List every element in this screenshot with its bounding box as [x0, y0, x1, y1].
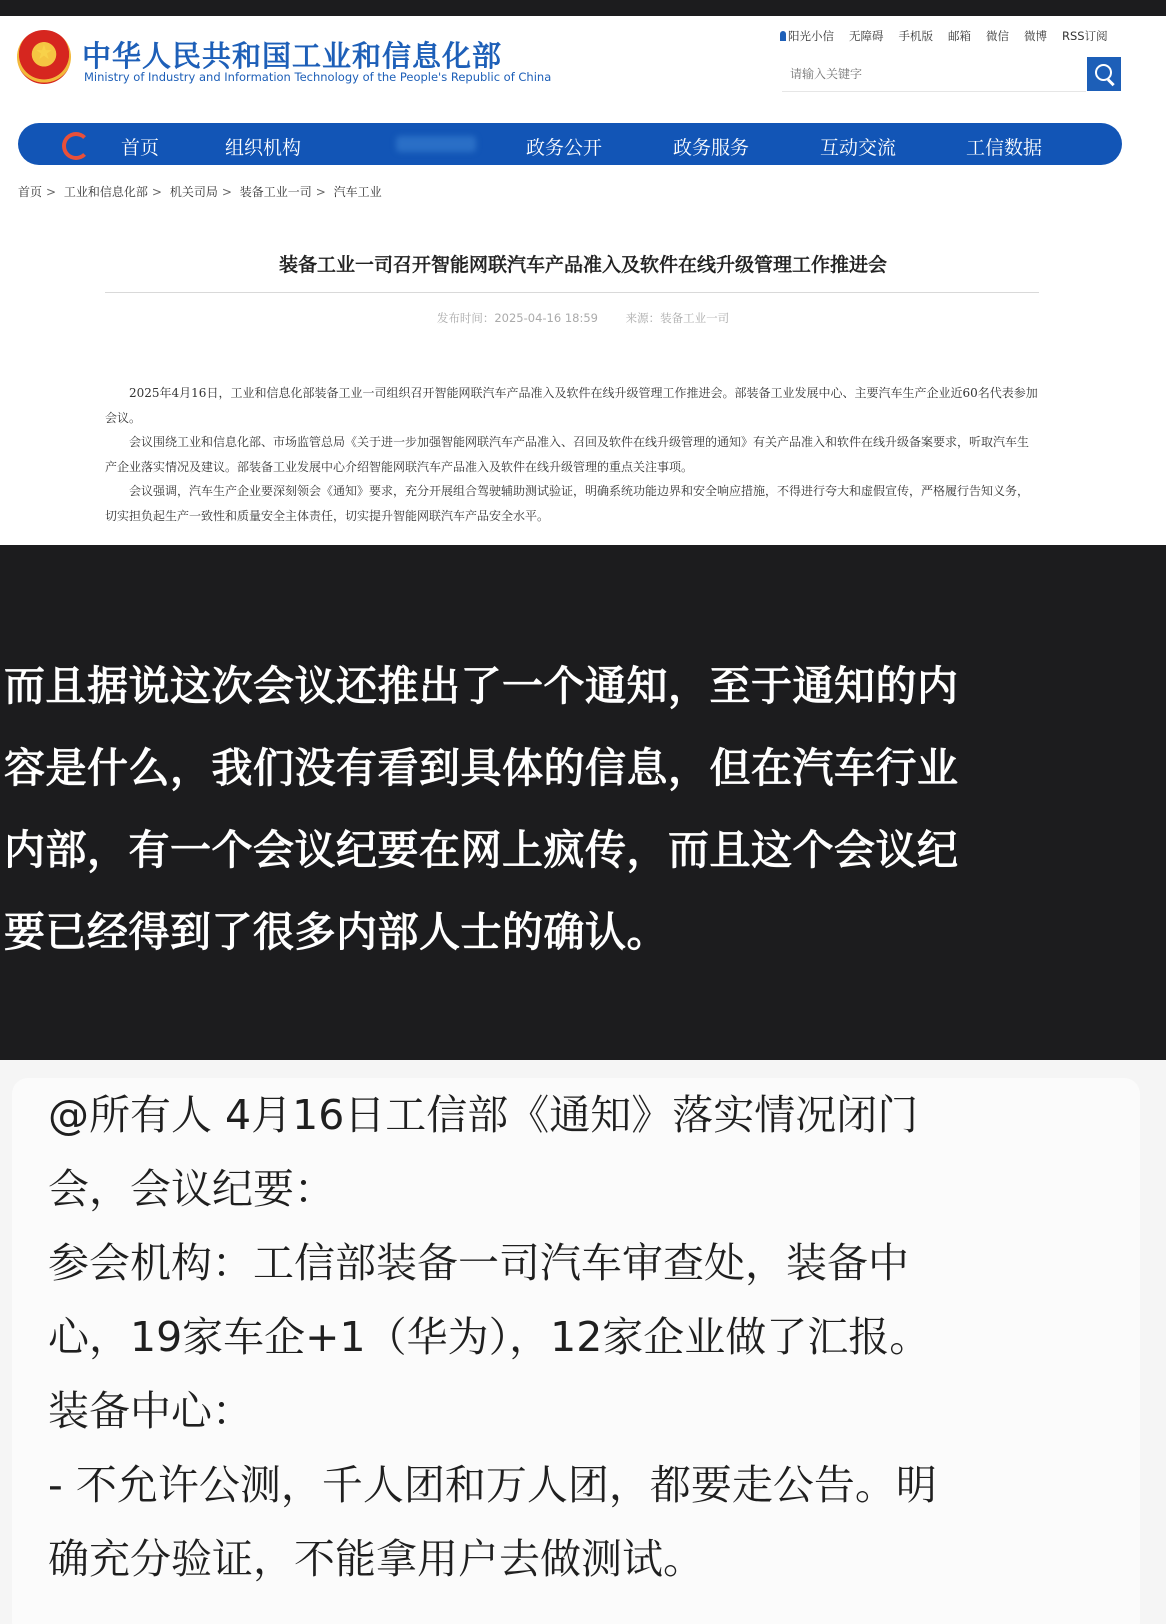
nav-item-blurred [396, 136, 476, 152]
note-line: 心，19家车企+1（华为），12家企业做了汇报。 [48, 1313, 931, 1361]
breadcrumb-home[interactable]: 首页 [18, 185, 43, 199]
site-title: 中华人民共和国工业和信息化部 [82, 39, 503, 73]
top-links [780, 28, 1108, 44]
nav-item-gov-affairs[interactable]: 政务公开 [526, 137, 603, 159]
article-title: 装备工业一司召开智能网联汽车产品准入及软件在线升级管理工作推进会 [278, 254, 887, 276]
nav-item-organization[interactable]: 组织机构 [225, 137, 302, 159]
search-input[interactable] [782, 57, 1072, 91]
article-source: 来源：装备工业一司 [625, 311, 730, 325]
caption-line: 内部，有一个会议纪要在网上疯传，而且这个会议纪 [4, 826, 959, 874]
site-subtitle: Ministry of Industry and Information Technology of the People's Republic of China [84, 70, 552, 84]
article-paragraph: 会议强调，汽车生产企业要深刻领会《通知》要求，充分开展组合驾驶辅助测试验证，明确系统功能边界和安全响应措施，不得进行夸大和虚假宣传，严格履行告知义务，切实担负起生产一致性和质量安全主体责任，切实提升智能网联汽车产品安全水平。 [105, 484, 1030, 523]
search-box [782, 57, 1086, 92]
note-line: @所有人 4月16日工信部《通知》落实情况闭门 [48, 1091, 919, 1139]
title-divider [105, 292, 1039, 293]
top-link-mail[interactable]: 邮箱 [948, 29, 971, 43]
top-link-wechat[interactable]: 微信 [986, 29, 1009, 43]
note-text [48, 1078, 1138, 1596]
article-paragraph: 2025年4月16日，工业和信息化部装备工业一司组织召开智能网联汽车产品准入及软件在线升级管理工作推进会。部装备工业发展中心、主要汽车生产企业近60名代表参加会议。 [105, 386, 1038, 425]
breadcrumb-ministry[interactable]: 工业和信息化部 [63, 185, 148, 199]
caption-line: 而且据说这次会议还推出了一个通知，至于通知的内 [4, 662, 959, 710]
note-line: - 不允许公测，千人团和万人团，都要走公告。明 [48, 1461, 937, 1509]
article-body [105, 381, 1039, 528]
nav-item-gov-services[interactable]: 政务服务 [673, 137, 750, 159]
website-screenshot [0, 16, 1166, 545]
caption-line: 要已经得到了很多内部人士的确认。 [4, 908, 668, 956]
top-link-mobile[interactable]: 手机版 [898, 29, 933, 43]
note-line: 会，会议纪要： [48, 1165, 335, 1213]
note-line: 参会机构：工信部装备一司汽车审查处，装备中 [48, 1239, 909, 1287]
caption-line: 容是什么，我们没有看到具体的信息，但在汽车行业 [4, 744, 959, 792]
top-link-accessibility[interactable]: 无障碍 [849, 29, 884, 43]
nav-logo-icon [62, 132, 88, 156]
breadcrumb-departments[interactable]: 机关司局 [169, 185, 218, 199]
search-icon[interactable] [1087, 57, 1121, 91]
publish-time: 发布时间：2025-04-16 18:59 [436, 311, 598, 325]
breadcrumb: 首页 > 工业和信息化部 > 机关司局 > 装备工业一司 > 汽车工业 [18, 185, 382, 199]
nav-item-data[interactable]: 工信数据 [966, 137, 1043, 159]
breadcrumb-auto-industry[interactable]: 汽车工业 [333, 185, 382, 199]
meeting-notes-card [0, 1060, 1166, 1624]
article-paragraph: 会议围绕工业和信息化部、市场监管总局《关于进一步加强智能网联汽车产品准入、召回及软件在线升级管理的通知》有关产品准入和软件在线升级备案要求，听取汽车生产企业落实情况及建议。部装备工业发展中心介绍智能网联汽车产品准入及软件在线升级管理的重点关注事项。 [105, 435, 1030, 474]
top-link-rss[interactable]: RSS订阅 [1062, 29, 1108, 43]
top-link-sunshine[interactable]: 阳光小信 [780, 28, 834, 44]
note-line: 确充分验证，不能拿用户去做测试。 [48, 1535, 704, 1583]
breadcrumb-equipment-dept[interactable]: 装备工业一司 [239, 185, 312, 199]
main-nav [18, 123, 1122, 165]
video-caption [4, 645, 1154, 973]
note-line: 装备中心： [48, 1387, 253, 1435]
article-meta [0, 310, 1166, 326]
national-emblem-icon [17, 30, 71, 84]
pin-icon [780, 31, 786, 41]
top-link-weibo[interactable]: 微博 [1024, 29, 1047, 43]
nav-item-interaction[interactable]: 互动交流 [820, 137, 897, 159]
nav-item-home[interactable]: 首页 [121, 137, 160, 159]
